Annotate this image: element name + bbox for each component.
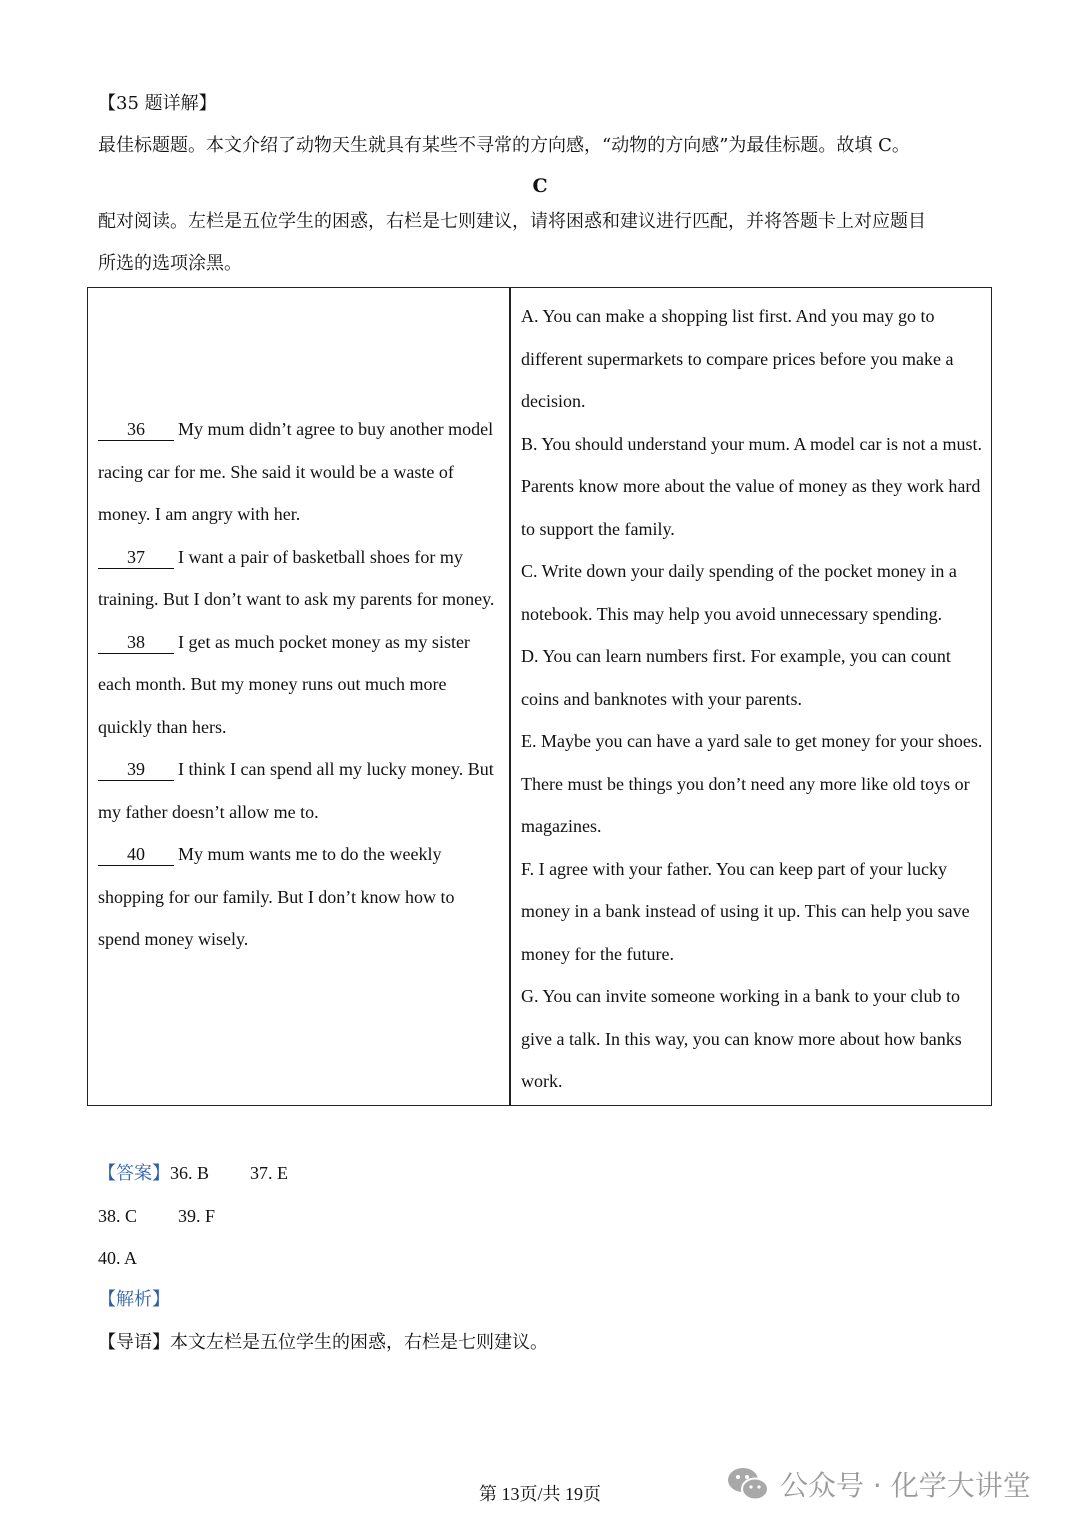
section-c-instructions-line1: 配对阅读。左栏是五位学生的困惑，右栏是七则建议，请将困惑和建议进行匹配，并将答题卡上对应题目 xyxy=(98,211,926,232)
analysis-label: 【解析】 xyxy=(98,1289,170,1310)
problem-text: I get as much pocket money as my sister each month. But my money runs out much more quickly than hers. xyxy=(98,631,470,737)
answers-row-3 xyxy=(98,1246,137,1270)
guide-text: 本文左栏是五位学生的困惑，右栏是七则建议。 xyxy=(170,1332,548,1353)
option-g: G. You can invite someone working in a bank to your club to give a talk. In this way, you can know more about how banks work. xyxy=(521,986,962,1091)
guide-paragraph xyxy=(98,1331,548,1355)
answers-row-1 xyxy=(98,1161,288,1186)
watermark-text: 公众号 · 化学大讲堂 xyxy=(780,1469,1031,1502)
problems-column xyxy=(98,408,498,961)
option-f: F. I agree with your father. You can keep part of your lucky money in a bank instead of using it up. This can help you save money for the future. xyxy=(521,858,970,964)
option-d: D. You can learn numbers first. For example, you can count coins and banknotes with your parents. xyxy=(521,646,951,709)
matching-table xyxy=(87,287,992,1106)
section-35-explanation: 最佳标题题。本文介绍了动物天生就具有某些不寻常的方向感，“动物的方向感”为最佳标题。故填 C。 xyxy=(98,135,910,156)
problem-text: My mum didn’t agree to buy another model racing car for me. She said it would be a waste of money. I am angry with her. xyxy=(98,419,494,524)
problem-item xyxy=(98,748,498,833)
question-number-blank: 39 xyxy=(98,758,174,781)
problem-item xyxy=(98,833,498,961)
option-b: B. You should understand your mum. A model car is not a must. Parents know more about the value of money as they work hard to support the family. xyxy=(521,433,982,539)
answer-item: 39. F xyxy=(178,1206,216,1226)
page-number: 第 13页/共 19页 xyxy=(478,1484,601,1504)
column-divider xyxy=(509,288,511,1105)
answers-row-2 xyxy=(98,1204,215,1228)
problem-item xyxy=(98,408,498,536)
problem-item xyxy=(98,621,498,749)
guide-label: 【导语】 xyxy=(98,1332,170,1353)
question-number-blank: 38 xyxy=(98,631,174,654)
watermark xyxy=(726,1464,1031,1504)
section-c-instructions-line2: 所选的选项涂黑。 xyxy=(98,253,242,274)
problem-item xyxy=(98,536,498,621)
question-number-blank: 40 xyxy=(98,843,174,866)
question-number-blank: 36 xyxy=(98,418,174,441)
answer-item: 36. B xyxy=(170,1163,210,1183)
answers-label: 【答案】 xyxy=(98,1163,170,1184)
option-a: A. You can make a shopping list first. And you may go to different supermarkets to compare prices before you make a decision. xyxy=(521,306,954,411)
option-e: E. Maybe you can have a yard sale to get money for your shoes. There must be things you don’t need any more like old toys or magazines. xyxy=(521,731,983,836)
problem-text: I want a pair of basketball shoes for my training. But I don’t want to ask my parents for money. xyxy=(98,546,495,609)
wechat-icon xyxy=(726,1464,770,1504)
section-c-title: C xyxy=(532,175,548,197)
options-column xyxy=(521,295,986,1103)
answer-item: 37. E xyxy=(250,1163,288,1183)
section-35-heading: 【35 题详解】 xyxy=(98,93,217,114)
answer-item: 38. C xyxy=(98,1206,138,1226)
answer-item: 40. A xyxy=(98,1248,138,1268)
option-c: C. Write down your daily spending of the pocket money in a notebook. This may help you avoid unnecessary spending. xyxy=(521,561,957,624)
problem-text: My mum wants me to do the weekly shopping for our family. But I don’t know how to spend money wisely. xyxy=(98,844,455,949)
problem-text: I think I can spend all my lucky money. But my father doesn’t allow me to. xyxy=(98,759,494,822)
question-number-blank: 37 xyxy=(98,546,174,569)
